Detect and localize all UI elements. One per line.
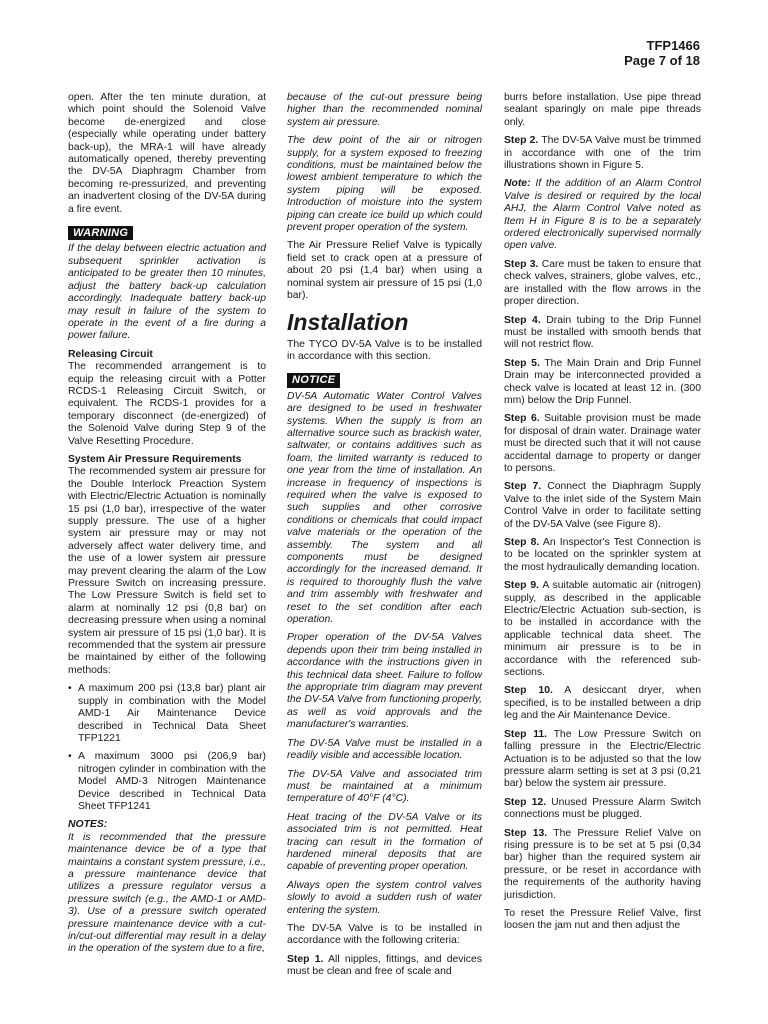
note xyxy=(504,178,701,252)
note-text: If the addition of an Alarm Control Valve is desired or required by the local AHJ, the Alarm Control Valve noted as Item H in Figure 8 is to be a separately ordered electronically supervised normally open valve. xyxy=(504,178,701,252)
paragraph: open. After the ten minute duration, at which point should the Solenoid Valve become de-energized and close (especially while operating under battery back-up), the MRA-1 will have already automatically opened, thereby preventing the DV-5A Diaphragm Chamber from becoming re-pressurized, and preventing an inadvertent closing of the DV-5A during a fire event. xyxy=(68,92,266,215)
step-3 xyxy=(504,259,701,309)
paragraph: The DV-5A Valve is to be installed in accordance with the following criteria: xyxy=(287,922,482,947)
step-12 xyxy=(504,797,701,822)
step-text: The Low Pressure Switch on falling pressure in the Electric/Electric Actuation is to be adjusted so that the low pressure alarm setting is set at 3 psi (0,21 bar) below the system air pressure. xyxy=(504,728,701,790)
step-text: A suitable automatic air (nitrogen) supply, as described in the applicable Electric/Electric Actuation sub-section, is to be installed in accordance with the applicable technical data sheet. The minimum air pressure is to be in accordance with the referenced sub-sections. xyxy=(504,580,701,679)
notice-text: DV-5A Automatic Water Control Valves are designed to be used in freshwater systems. When the supply is from an alternative source such as brackish water, saltwater, or contains additives such as foam, the limited warranty is reduced to one year from the time of installation. An increase in frequency of inspections is required when the valve is exposed to such supplies and other corrosive conditions or chemicals that could impact valve materials or the operation of the assembly. The system and all components must be designed accordingly for the increased demand. It is required to thoroughly flush the valve and trim assembly with freshwater and reset to the set condition after each operation. xyxy=(287,390,482,626)
step-label: Step 11. xyxy=(504,728,548,740)
step-label: Step 5. xyxy=(504,357,540,369)
step-text: Unused Pressure Alarm Switch connections must be plugged. xyxy=(504,796,701,821)
list-item: • A maximum 200 psi (13,8 bar) plant air supply in combination with the Model AMD-1 Air Maintenance Device described in Technical Data Sheet TFP1221 xyxy=(68,683,266,745)
step-text: Care must be taken to ensure that check valves, strainers, globe valves, etc., are installed with the flow arrows in the proper direction. xyxy=(504,258,701,308)
step-label: Step 12. xyxy=(504,796,547,808)
notice-text: Proper operation of the DV-5A Valves depends upon their trim being installed in accordance with the instructions given in this technical data sheet. Failure to follow the appropriate trim diagram may prevent the DV-5A Valve from functioning properly, as well as void approvals and the manufacturer's warranties. xyxy=(287,632,483,731)
step-7 xyxy=(504,481,701,531)
step-label: Step 13. xyxy=(504,827,548,839)
step-text: Drain tubing to the Drip Funnel must be installed with smooth bends that will not restrict flow. xyxy=(504,314,701,351)
step-label: Step 7. xyxy=(504,481,542,493)
column-left xyxy=(68,92,266,962)
step-text: The DV-5A Valve must be trimmed in accordance with one of the trim illustrations shown in Figure 5. xyxy=(504,135,701,172)
step-label: Step 9. xyxy=(504,580,540,592)
paragraph: The Air Pressure Relief Valve is typically field set to crack open at a pressure of about 20 psi (1,4 bar) when using a nominal system air pressure of 15 psi (1,0 bar). xyxy=(287,240,482,302)
air-pressure-heading: System Air Pressure Requirements xyxy=(68,453,242,465)
step-label: Step 8. xyxy=(504,537,540,548)
page-header xyxy=(624,38,700,68)
column-right xyxy=(504,92,701,939)
notice-text: Always open the system control valves slowly to avoid a sudden rush of water entering the system. xyxy=(287,879,482,916)
note-label: Note: xyxy=(504,178,531,190)
step-10 xyxy=(504,685,701,722)
releasing-circuit-heading: Releasing Circuit xyxy=(68,348,153,360)
paragraph: The dew point of the air or nitrogen supply, for a system exposed to freezing conditions, must be maintained below the lowest ambient temperature to which the system piping will be exposed. Introduction of moisture into the system piping can create ice build up which could prevent proper operation of the system. xyxy=(287,135,482,234)
paragraph: The recommended arrangement is to equip the releasing circuit with a Potter RCDS-1 Releasing Circuit Switch, or equivalent. The RCDS-1 provides for a temporary disconnect (de-energized) of the Solenoid Valve during Step 9 of the Valve Resetting Procedure. xyxy=(68,361,266,447)
step-label: Step 4. xyxy=(504,314,541,326)
notice-text: The DV-5A Valve must be installed in a readily visible and accessible location. xyxy=(287,737,482,762)
step-label: Step 10. xyxy=(504,685,553,697)
notice-badge: NOTICE xyxy=(287,373,340,387)
notice-text: The DV-5A Valve and associated trim must be maintained at a minimum temperature of 40°F (4°C). xyxy=(287,768,482,805)
paragraph: The recommended system air pressure for the Double Interlock Preaction System with Electric/Electric Actuation is nominally 15 psi (1,0 bar), irrespective of the water supply pressure. The use of a higher system air pressure may or may not adversely affect water delivery time, and the use of a lower system air pressure may prevent clearing the alarm of the Low Pressure Switch on increasing pressure. The Low Pressure Switch is field set to alarm at nominally 12 psi (0,8 bar) on decreasing pressure when using a nominal system air pressure of 15 psi (1,0 bar). It is recommended that the system air pressure be maintained by either of the following methods: xyxy=(68,466,266,676)
notice-text: Heat tracing of the DV-5A Valve or its associated trim is not permitted. Heat tracing can result in the formation of hardened mineral deposits that are capable of preventing proper operation. xyxy=(287,811,482,873)
step-11 xyxy=(504,729,701,791)
step-text: Connect the Diaphragm Supply Valve to the inlet side of the System Main Control Valve in order to facilitate setting of the DV-5A Valve (see Figure 8). xyxy=(504,481,701,530)
notes-text: It is recommended that the pressure maintenance device be of a type that maintains a constant system pressure, i.e., a pressure maintenance device that utilizes a pressure regulator versus a pressure switch (e.g., the AMD-1 or AMD-3). Use of a pressure switch operated pressure maintenance device with a cut-in/cut-out differential may result in a delay in the operation of the system due to a fire, xyxy=(68,831,266,955)
bullet-list xyxy=(68,683,266,813)
warning-badge: WARNING xyxy=(68,226,133,240)
step-text: The Pressure Relief Valve on rising pressure is to be set at 5 psi (0,34 bar) higher than the required system air pressure, or be reset in accordance with the requirements of the authority having jurisdiction. xyxy=(504,827,701,901)
document-id: TFP1466 xyxy=(646,38,700,53)
step-text: A desiccant dryer, when specified, is to be installed between a drip leg and the Air Maintenance Device. xyxy=(504,685,701,722)
step-text: The Main Drain and Drip Funnel Drain may be interconnected provided a check valve is located at least 12 in. (300 mm) below the Drip Funnel. xyxy=(504,357,701,406)
installation-heading: Installation xyxy=(287,308,409,335)
step-text: Suitable provision must be made for disposal of drain water. Drainage water must be directed such that it will not cause accidental damage to property or danger to persons. xyxy=(504,413,701,474)
step-13 xyxy=(504,828,701,902)
paragraph: because of the cut-out pressure being higher than the recommended nominal system air pressure. xyxy=(287,92,482,128)
step-1 xyxy=(287,954,482,979)
step-5 xyxy=(504,358,701,408)
step-8 xyxy=(504,537,701,574)
step-label: Step 2. xyxy=(504,135,539,147)
notes-label: NOTES: xyxy=(68,819,108,831)
paragraph: The TYCO DV-5A Valve is to be installed in accordance with this section. xyxy=(287,338,482,362)
step-label: Step 6. xyxy=(504,413,540,425)
column-middle xyxy=(287,92,482,985)
step-label: Step 3. xyxy=(504,258,539,270)
step-9 xyxy=(504,580,701,679)
paragraph: burrs before installation. Use pipe thread sealant sparingly on male pipe threads only. xyxy=(504,92,701,128)
step-text: An Inspector's Test Connection is to be located on the sprinkler system at the most hydraulically demanding location. xyxy=(504,537,701,573)
page-number: Page 7 of 18 xyxy=(624,53,700,68)
step-text: All nipples, fittings, and devices must be clean and free of scale and xyxy=(287,953,482,978)
step-label: Step 1. xyxy=(287,953,324,965)
step-6 xyxy=(504,413,701,475)
paragraph: To reset the Pressure Relief Valve, first loosen the jam nut and then adjust the xyxy=(504,907,701,932)
list-item: • A maximum 3000 psi (206,9 bar) nitrogen cylinder in combination with the Model AMD-3 Nitrogen Maintenance Device described in Technical Data Sheet TFP1241 xyxy=(68,751,266,813)
warning-text: If the delay between electric actuation and subsequent sprinkler activation is anticipated to be greater then 10 minutes, adjust the battery back-up calculation accordingly. Inadequate battery back-up may result in failure of the system to operate in the event of a fire during a power failure. xyxy=(68,243,266,342)
step-2 xyxy=(504,135,701,172)
step-4 xyxy=(504,315,701,352)
